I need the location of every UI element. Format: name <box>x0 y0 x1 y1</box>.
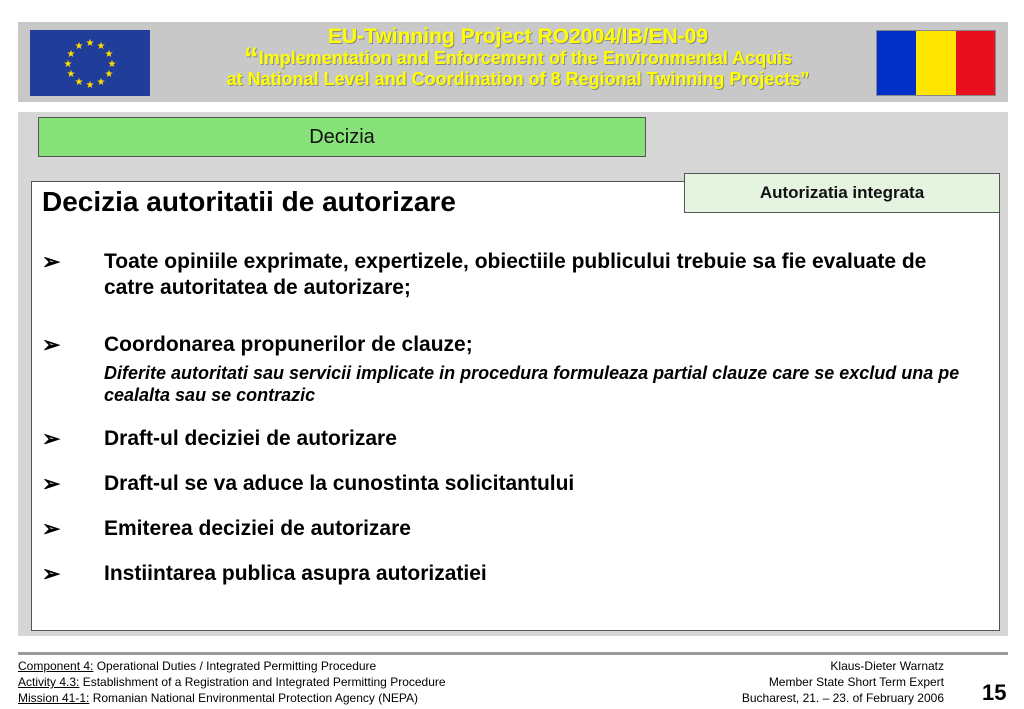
bullet-text: Draft-ul se va aduce la cunostinta solicitantului <box>104 472 575 495</box>
project-title <box>168 26 868 89</box>
project-subtitle-line1: “Implementation and Enforcement of the Environmental Acquis <box>243 42 793 75</box>
footer-author-info <box>742 658 944 706</box>
page-number: 15 <box>982 680 1007 705</box>
footer-component-line: Component 4: Operational Duties / Integrated Permitting Procedure <box>18 659 377 673</box>
bullet-item <box>42 249 982 301</box>
slide-title: Decizia autoritatii de autorizare <box>42 186 456 217</box>
footer-project-info <box>18 658 446 706</box>
svg-text:★: ★ <box>85 80 95 91</box>
svg-text:★: ★ <box>85 38 95 49</box>
bullet-text: Emiterea deciziei de autorizare <box>104 517 411 540</box>
project-subtitle-line2: at National Level and Coordination of 8 Regional Twinning Projects” <box>226 69 810 89</box>
topic-tag: Autorizatia integrata <box>684 173 1000 213</box>
footer-divider <box>18 652 1008 655</box>
svg-text:★: ★ <box>74 77 84 88</box>
arrow-bullet-icon: ➢ <box>42 426 61 451</box>
svg-text:★: ★ <box>107 59 117 70</box>
arrow-bullet-icon: ➢ <box>42 471 61 496</box>
svg-text:★: ★ <box>66 69 76 80</box>
arrow-bullet-icon: ➢ <box>42 561 61 586</box>
bullet-item <box>42 426 982 452</box>
svg-text:★: ★ <box>66 49 76 60</box>
footer-date: Bucharest, 21. – 23. of February 2006 <box>741 691 944 705</box>
svg-text:★: ★ <box>104 49 114 60</box>
footer-mission-line: Mission 41-1: Romanian National Environmental Protection Agency (NEPA) <box>18 691 418 705</box>
eu-stars-icon <box>30 30 150 96</box>
project-code: EU-Twinning Project RO2004/IB/EN-09 <box>327 25 709 48</box>
arrow-bullet-icon: ➢ <box>42 249 61 274</box>
bullet-text: Draft-ul deciziei de autorizare <box>104 427 397 450</box>
bullet-note: Diferite autoritati sau servicii implicate in procedura formuleaza partial clauze care se exclud una pe cealalta sau se contrazic <box>104 363 960 405</box>
svg-text:★: ★ <box>96 77 106 88</box>
footer-author-role: Member State Short Term Expert <box>768 675 944 689</box>
svg-text:★: ★ <box>104 69 114 80</box>
section-label: Decizia <box>38 117 646 157</box>
arrow-bullet-icon: ➢ <box>42 332 61 357</box>
eu-flag-icon <box>30 30 150 96</box>
footer-author-name: Klaus-Dieter Warnatz <box>830 659 944 673</box>
svg-text:★: ★ <box>63 59 73 70</box>
footer-activity-line: Activity 4.3: Establishment of a Registration and Integrated Permitting Procedure <box>18 675 446 689</box>
bullet-item <box>42 332 982 358</box>
header-banner <box>18 22 1008 102</box>
bullet-text: Toate opiniile exprimate, expertizele, obiectiile publicului trebuie sa fie evaluate de catre autoritatea de autorizare; <box>104 250 927 299</box>
bullet-text: Coordonarea propunerilor de clauze; <box>104 333 473 356</box>
bullet-text: Instiintarea publica asupra autorizatiei <box>104 562 487 585</box>
bullet-item <box>42 516 982 542</box>
svg-text:★: ★ <box>96 41 106 52</box>
svg-text:★: ★ <box>74 41 84 52</box>
bullet-item <box>42 471 982 497</box>
romania-flag-icon <box>876 30 996 96</box>
arrow-bullet-icon: ➢ <box>42 516 61 541</box>
bullet-item <box>42 561 982 587</box>
